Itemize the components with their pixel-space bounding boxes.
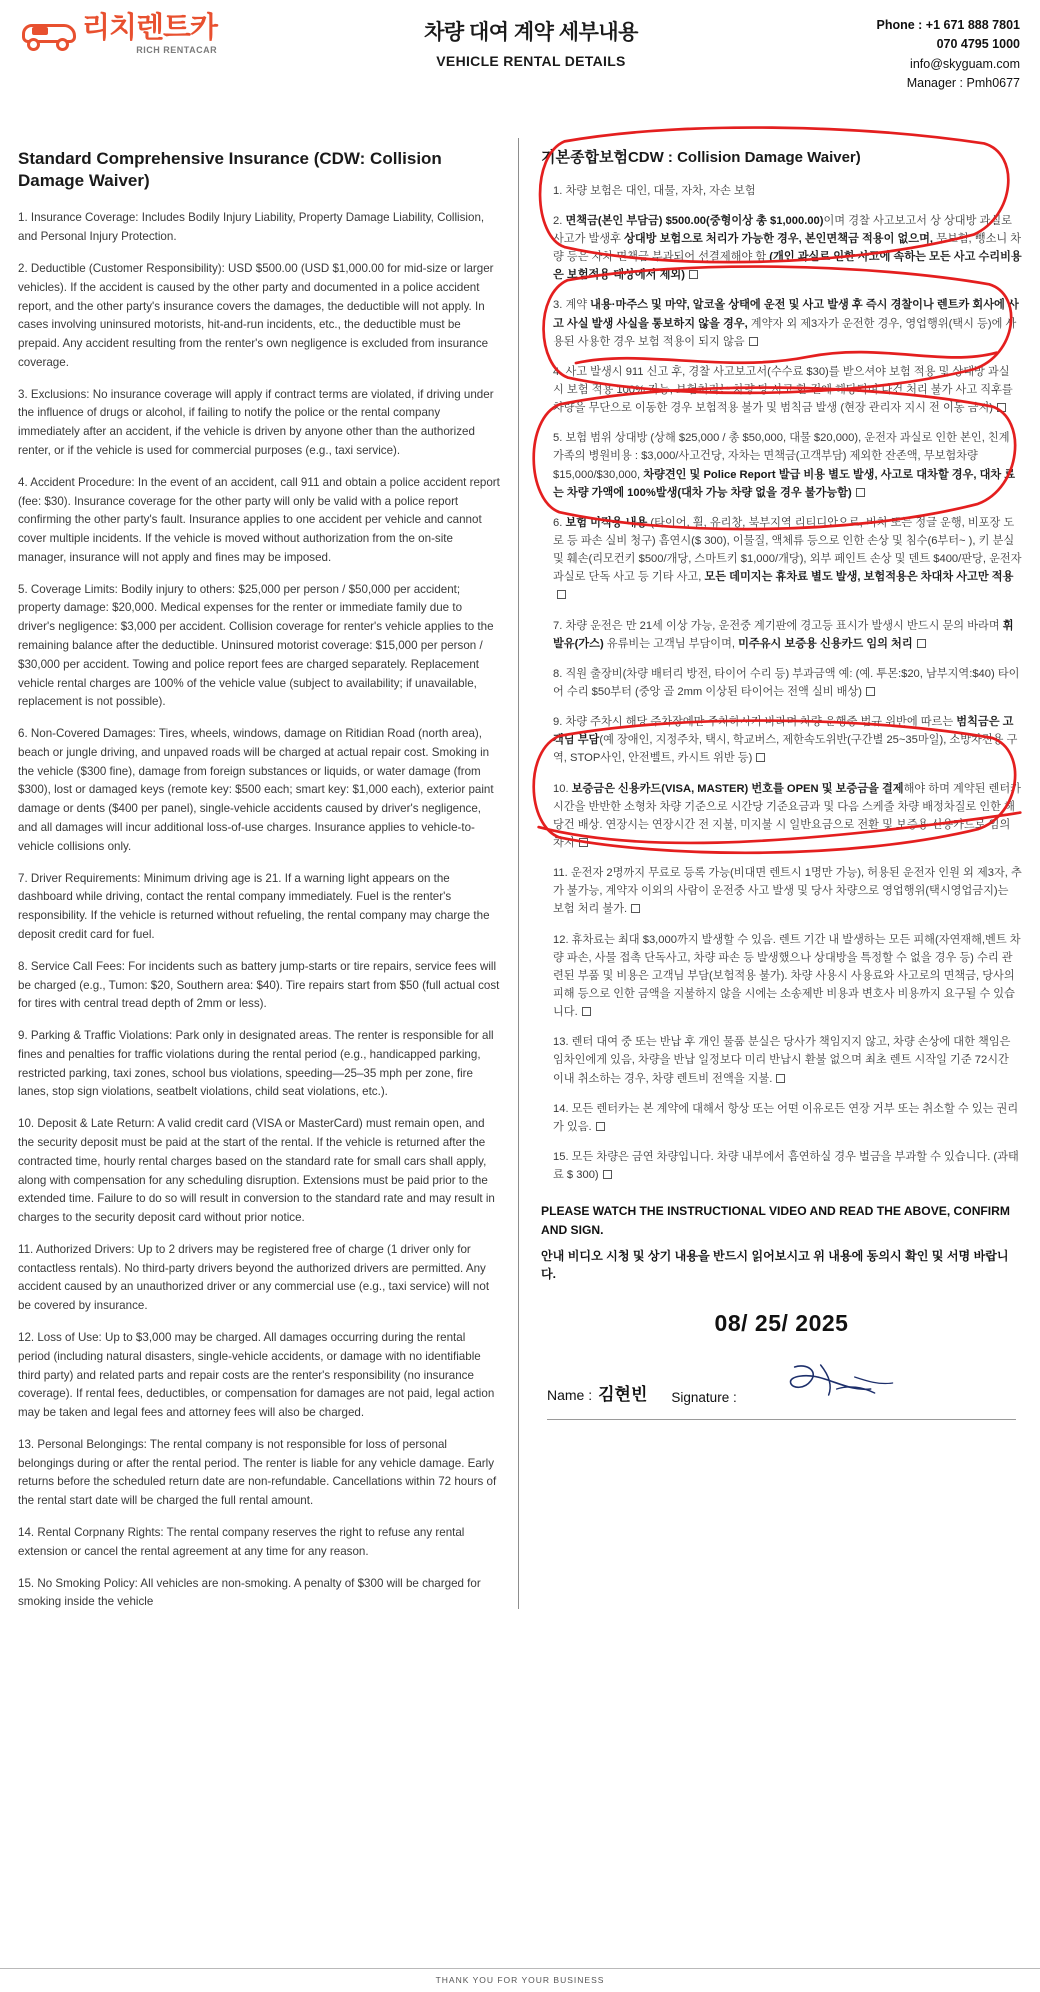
contact-phone-primary: Phone : +1 671 888 7801 xyxy=(876,18,1020,32)
clause-kr-8: 8. 직원 출장비(차량 배터리 방전, 타이어 수리 등) 부과금액 예: (예. 투몬:$20, 남부지역:$40) 타이어 수리 $50부터 (중앙 골 2mm 이상된 타이어는 전액 실비 배상) xyxy=(553,667,1020,698)
signature-field[interactable] xyxy=(671,1359,1016,1405)
signature-canvas[interactable] xyxy=(747,1359,1016,1405)
checkbox-14[interactable] xyxy=(596,1122,605,1131)
customer-name-field xyxy=(547,1380,647,1405)
clause-en-14: 14. Rental Corpnany Rights: The rental company reserves the right to refuse any rental extension or cancel the rental agreement at any time for any reason. xyxy=(18,1526,465,1558)
checkbox-10[interactable] xyxy=(579,838,588,847)
page-header xyxy=(0,0,1040,102)
logo-text-en: RICH RENTACAR xyxy=(136,45,218,55)
clause-en-15: 15. No Smoking Policy: All vehicles are non-smoking. A penalty of $300 will be charged for smoking inside the vehicle xyxy=(18,1576,481,1609)
clause-en-10: 10. Deposit & Late Return: A valid credit card (VISA or MasterCard) must remain open, and the security deposit must be paid at the start of the rental. If the vehicle is returned after the contracted time, hourly rental charges based on the standard rate for small cars shall apply, along with compensation for any scheduling disruption. Extensions must be paid prior to the extended time. Failure to do so will result in conversion to the standard rate and may result in charges to the security deposit card without prior notice. xyxy=(18,1117,495,1225)
checkbox-11[interactable] xyxy=(631,904,640,913)
clause-kr-13: 13. 렌터 대여 중 또는 반납 후 개인 물품 분실은 당사가 책임지지 않고, 차량 손상에 대한 책임은 임차인에게 있음, 차량을 반납 일정보다 미리 반납시 환불 없으며 최초 렌트 시작일 기준 72시간 이내 취소하는 경우, 차량 렌트비 전액을 지불. xyxy=(553,1036,1011,1085)
clause-kr-5: 5. 보험 범위 상대방 (상해 $25,000 / 총 $50,000, 대물 $20,000), 운전자 과실로 인한 본인, 친계 가족의 병원비용 : $3,000/사고건당, 자차는 면책금(고객부담) 제외한 잔존액, 무보험차량 $15,000/$30,000, 차량견인 및 Police Report 발급 비용 별도 발생, 사고로 대차할 경우, 대차 료는 차량 가액에 100%발생(대차 가능 차량 없을 경우 불가능함) xyxy=(553,432,1016,499)
clause-en-1: 1. Insurance Coverage: Includes Bodily Injury Liability, Property Damage Liability, Collision, and Personal Injury Protection. xyxy=(18,211,485,244)
clause-kr-14: 14. 모든 렌터카는 본 계약에 대해서 항상 또는 어떤 이유로든 연장 거부 또는 취소할 수 있는 권리가 있음. xyxy=(553,1102,1019,1133)
signature-row xyxy=(541,1349,1022,1405)
clause-kr-6: 6. 보험 미적용 내용 (타이어, 휠, 유리창, 북부지역 리티디안으로, 비치 또는 정글 운행, 비포장 도로 등 파손 실비 청구) 흠연시($ 300), 이물질, 액체류 등으로 인한 손상 및 침수(6부터~ ), 키 분실 및 훼손(리모컨키 $500/개당, 스마트키 $1,000/개당), 외부 페인트 손상 및 덴트 $400/판당, 운전자 과실로 단독 사고 등 기타 사고, 모든 데미지는 휴차료 별도 발생, 보험적용은 차대차 사고만 적용 xyxy=(541,514,1022,605)
checkbox-13[interactable] xyxy=(776,1074,785,1083)
logo-text-kr: 리치렌트카 xyxy=(82,12,218,44)
clause-en-13: 13. Personal Belongings: The rental company is not responsible for loss of personal belongings during or after the rental period. The renter is liable for any vehicle damage. Early returns before the scheduled return date are non-refundable. Cancellations within 72 hours of the rental start date will be charged the full rental amount. xyxy=(18,1437,497,1508)
clause-en-8: 8. Service Call Fees: For incidents such as battery jump-starts or tire repairs, service fees will be charged (e.g., Tumon: $20, Southern area: $40). Tire repairs start from $50 (full actual cost for tires with central tread depth of 2mm or less). xyxy=(18,959,500,1011)
checkbox-12[interactable] xyxy=(582,1007,591,1016)
clause-kr-7: 7. 차량 운전은 만 21세 이상 가능, 운전중 계기판에 경고등 표시가 발생시 반드시 문의 바라며 휘발유(가스) 유류비는 고객님 부담이며, 미주유시 보증용 신용카드 임의 처리 xyxy=(553,619,1014,650)
name-value: 김현빈 xyxy=(598,1385,648,1405)
clause-en-12: 12. Loss of Use: Up to $3,000 may be charged. All damages occurring during the rental period (including natural disasters, single-vehicle accidents, or damage with no identifiable third party) and related parts and repair costs are the renter's responsibility (no insurance coverage). If rental fees, deductibles, or compensation for damages are not paid, legal action may be taken and legal fees and attorney fees will also be charged. xyxy=(18,1331,495,1420)
clause-en-9: 9. Parking & Traffic Violations: Park only in designated areas. The renter is responsible for all fines and penalties for traffic violations during the rental period (e.g., handicapped parking, restricted parking, taxi zones, school bus violations, speeding—25–35 mph per zone, fire lanes, stop sign violations, seatbelt violations, child seat violations, etc.). xyxy=(18,1029,494,1099)
checkbox-3[interactable] xyxy=(749,337,758,346)
clause-kr-3: 3. 계약 내용·마주스 및 마약, 알코올 상태에 운전 및 사고 발생 후 즉시 경찰이나 렌트카 회사에 사고 사실 발생 사실을 통보하지 않을 경우, 계약자 외 제3자가 운전한 경우, 영업행위(택시 등)에 사용된 사용한 경우 보험 적용이 되지 않음 xyxy=(553,299,1019,348)
clause-en-11: 11. Authorized Drivers: Up to 2 drivers may be registered free of charge (1 driver only for contactless rentals). No third-party drivers beyond the authorized drivers are permitted. Any accident caused by an unauthorized driver or any commercial use (e.g., taxi service) will not be covered by insurance. xyxy=(18,1242,490,1313)
footer-text: THANK YOU FOR YOUR BUSINESS xyxy=(435,1975,605,1985)
clause-kr-12: 12. 휴차료는 최대 $3,000까지 발생할 수 있음. 렌트 기간 내 발생하는 모든 피해(자연재해,벤트 차량 파손, 사물 접촉 단독사고, 차량 파손 등 발생했으나 상대방을 특정할 수 없을 경우 등) 수리 관련된 부품 및 비용은 고객님 부담(보험적용 불가). 차량 사용시 사용료와 사고로의 면책금, 당사의 피해 등으로 인한 금액을 지불하지 않을 시에는 소송제반 비용과 변호사 비용까지 요구될 수 있습니다. xyxy=(553,933,1021,1019)
checkbox-6[interactable] xyxy=(557,590,566,599)
checkbox-9[interactable] xyxy=(756,753,765,762)
contract-body xyxy=(0,102,1040,1626)
korean-terms-column xyxy=(519,148,1022,1626)
signature-label: Signature : xyxy=(671,1390,737,1406)
car-icon xyxy=(22,18,76,52)
clause-kr-15: 15. 모든 차량은 금연 차량입니다. 차량 내부에서 흠연하실 경우 벌금을 부과할 수 있습니다. (과태료 $ 300) xyxy=(553,1150,1019,1182)
english-terms-column xyxy=(18,148,518,1626)
clause-kr-1: 1. 차량 보험은 대인, 대물, 자차, 자손 보험 xyxy=(553,184,756,197)
checkbox-4[interactable] xyxy=(997,403,1006,412)
clause-en-3: 3. Exclusions: No insurance coverage will apply if contract terms are violated, if driving under the influence of drugs or alcohol, if failing to notify the police or the rental company immediately after an accident, if the vehicle is driven by anyone other than the authorized renter, or if the vehicle is used for commercial purposes (e.g., taxi service). xyxy=(18,387,494,457)
clause-en-4: 4. Accident Procedure: In the event of an accident, call 911 and obtain a police accident report (fee: $30). Insurance coverage for the other party will only be valid with a police report confirming the other party's fault. Insurance applies to one accident per vehicle and cannot cover multiple incidents. If the vehicle is moved without authorization from the on-site manager, insurance will not apply and fines may be imposed. xyxy=(18,475,500,564)
page-title-kr: 차량 대여 계약 세부내용 xyxy=(424,21,638,44)
clause-en-6: 6. Non-Covered Damages: Tires, wheels, windows, damage on Ritidian Road (north area), beach or jungle driving, and unpaved roads will be charged at actual repair cost. Smoking in the vehicle ($300 fine), damage from foreign substances or liquids, or water damage (from $300), lost or damaged keys (remote key: $500 each; smart key: $1,000 each), exterior paint damage or dents ($400 per panel), single-vehicle accidents caused by driver's negligence, and all damages will incur additional loss-of-use charges. Insurance applies to vehicle-to-vehicle collisions only. xyxy=(18,727,494,853)
page-footer xyxy=(0,1968,1040,1992)
contact-phone-secondary: 070 4795 1000 xyxy=(936,37,1020,52)
signature-rule xyxy=(547,1419,1016,1420)
name-label: Name : xyxy=(547,1387,593,1404)
page-title-en: VEHICLE RENTAL DETAILS xyxy=(436,53,626,69)
clause-en-7: 7. Driver Requirements: Minimum driving age is 21. If a warning light appears on the dashboard while driving, contact the rental company immediately. Fuel is the renter's responsibility. If the vehicle is returned without refueling, the rental company may charge the deposit credit card for fuel. xyxy=(18,871,490,941)
clause-kr-10: 10. 보증금은 신용카드(VISA, MASTER) 번호를 OPEN 및 보증금을 결제해야 하며 계약된 렌터카 시간을 반반한 소형차 차량 기준으로 시간당 기준요금과 및 다음 스케줄 차량 배정차질로 인한 해당건 배상. 연장시는 연장시간 전 지불, 미지불 시 일반요금으로 전환 및 보증용 신용카드로 임의 차지 xyxy=(553,782,1021,849)
clause-en-2: 2. Deductible (Customer Responsibility): USD $500.00 (USD $1,000.00 for mid-size or larger vehicles). If the accident is caused by the other party and documented in a police accident report, and the other party's insurance covers the damages, the deductible will not apply. In cases involving uninsured motorists, hit-and-run incidents, etc., the deductible must be prepaid. Any accident resulting from the renter's own negligence is excluded from insurance coverage. xyxy=(18,261,494,369)
clause-kr-4: 4. 사고 발생시 911 신고 후, 경찰 사고보고서(수수료 $30)를 받으셔야 보험 적용 및 상대방 과실 시 보험 적용 100% 가능, 보험처리는 차량 당 사고 한 건에 해당되며 다건 처리 불가 사고 직후를 차량을 무단으로 이동한 경우 보험적용 불가 및 범칙금 발생 (현장 관리자 지시 전 이동 금지) xyxy=(553,365,1013,415)
brand-logo xyxy=(22,14,292,55)
document-title xyxy=(302,14,760,69)
notice-text-en: PLEASE WATCH THE INSTRUCTIONAL VIDEO AND READ THE ABOVE, CONFIRM AND SIGN. xyxy=(541,1204,1010,1237)
checkbox-15[interactable] xyxy=(603,1170,612,1179)
contract-date: 08/ 25/ 2025 xyxy=(714,1310,849,1337)
korean-terms-heading: 기본종합보험CDW : Collision Damage Waiver) xyxy=(541,148,861,166)
contact-email: info@skyguam.com xyxy=(910,56,1020,71)
checkbox-7[interactable] xyxy=(917,639,926,648)
clause-en-5: 5. Coverage Limits: Bodily injury to others: $25,000 per person / $50,000 per accident; property damage: $20,000. Medical expenses for the renter or immediate family due to driver's negligence: $3,000 per accident. Collision coverage for renter's vehicle applies to the remaining balance after the deductible. Uninsured motorist coverage: $15,000 per person / $30,000 per accident. Towing and police report fees are charged separately. Replacement vehicle rental charges are 100% of the vehicle value (subject to availability; if unavailable, replacement is not possible). xyxy=(18,582,494,709)
clause-kr-11: 11. 운전자 2명까지 무료로 등록 가능(비대면 렌트시 1명만 가능), 허용된 운전자 인원 외 제3자, 추가 불가능, 계약자 이외의 사람이 운전중 사고 발생 및 당사 차량으로 영업행위(택시영업금지)는 보험 처리 불가. xyxy=(553,867,1022,916)
signature-mark xyxy=(747,1359,1016,1405)
notice-text-kr: 안내 비디오 시청 및 상기 내용을 반드시 읽어보시고 위 내용에 동의시 확인 및 서명 바랍니다. xyxy=(541,1248,1009,1282)
english-terms-heading: Standard Comprehensive Insurance (CDW: Collision Damage Waiver) xyxy=(18,148,442,191)
contact-manager: Manager : Pmh0677 xyxy=(906,76,1020,91)
checkbox-5[interactable] xyxy=(856,488,865,497)
clause-kr-2: 2. 면책금(본인 부담금) $500.00(중형이상 총 $1,000.00)이며 경찰 사고보고서 상 상대방 과실로 사고가 발생후 상대방 보험으로 처리가 가능한 경우, 본인면책금 적용이 없으며, 무보험, 뺑소니 차량 등은 자차 면책금 부과되어 선결제해야 함 (개인 과실로 인한 사고에 속하는 모든 사고 수리비용은 보험적용 대상에서 제외) xyxy=(553,214,1022,282)
checkbox-8[interactable] xyxy=(866,687,875,696)
clause-kr-9: 9. 차량 주차시 해당 주차장에만 주차하시기 바라며 차량 운행중 법규 위반에 따르는 범칙금은 고객님 부담(예 장애인, 지정주차, 택시, 학교버스, 제한속도위반(구간별 25~35마일), 소방차전용 구역, STOP사인, 안전벨트, 카시트 위반 등) xyxy=(553,716,1018,765)
contact-info xyxy=(770,14,1020,94)
signature-notice xyxy=(541,1202,1022,1284)
checkbox-2[interactable] xyxy=(689,270,698,279)
